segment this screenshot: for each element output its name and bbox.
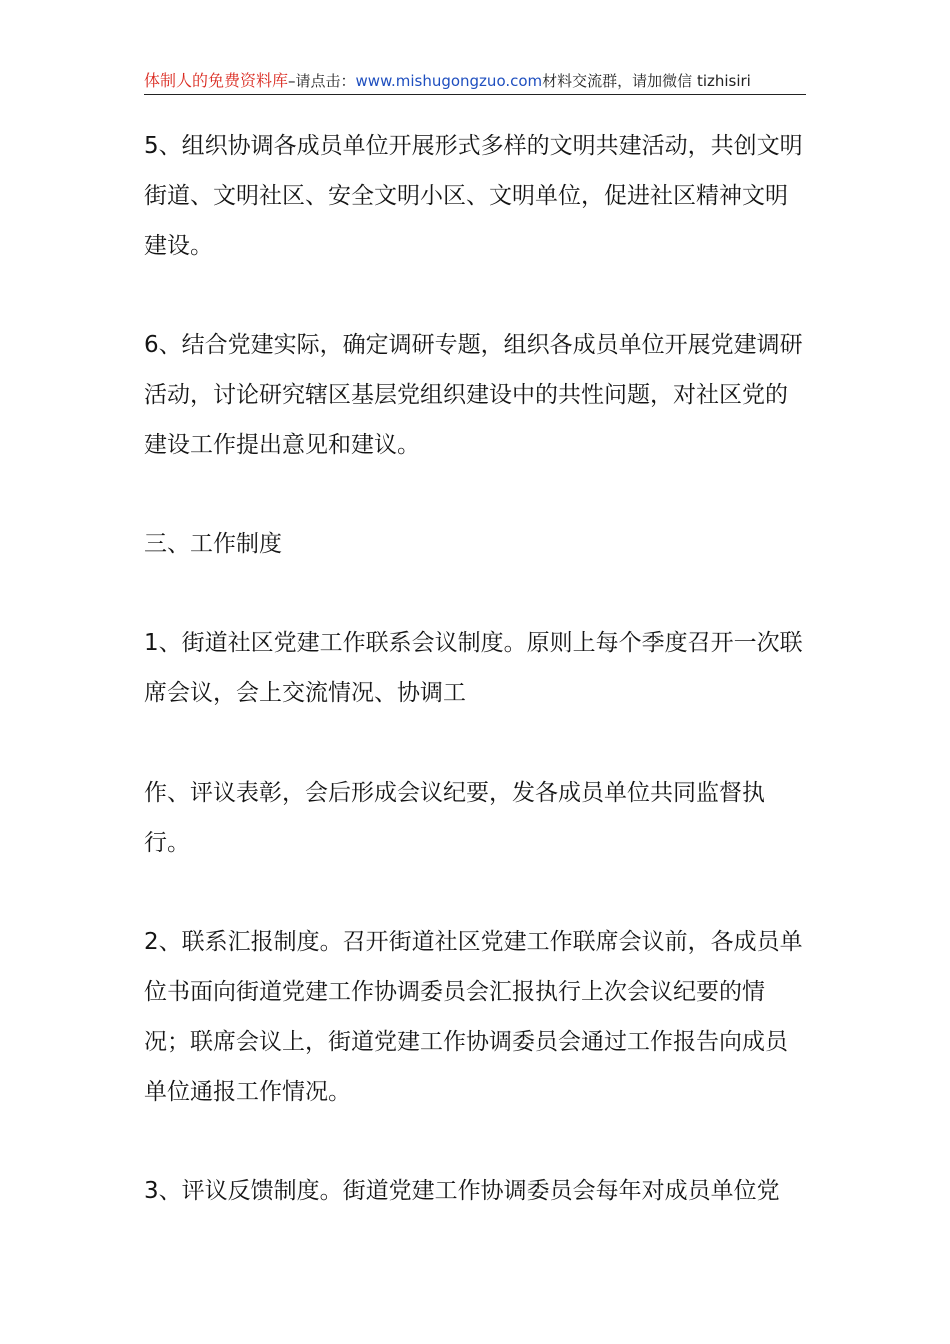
header-prompt: –请点击： — [288, 72, 356, 90]
header-url-link[interactable]: www.mishugongzuo.com — [355, 72, 543, 90]
header-contact: 材料交流群，请加微信 tizhisiri — [542, 72, 751, 90]
header-brand: 体制人的免费资料库 — [144, 71, 289, 90]
page-header — [144, 70, 806, 95]
paragraph-item-5: 5、组织协调各成员单位开展形式多样的文明共建活动，共创文明街道、文明社区、安全文明小区、文明单位，促进社区精神文明建设。 — [144, 133, 803, 259]
paragraph-rule-2: 2、联系汇报制度。召开街道社区党建工作联席会议前，各成员单位书面向街道党建工作协调委员会汇报执行上次会议纪要的情况；联席会议上，街道党建工作协调委员会通过工作报告向成员单位通报工作情况。 — [144, 929, 803, 1105]
section-heading-work-system: 三、工作制度 — [144, 531, 282, 557]
paragraph-rule-3: 3、评议反馈制度。街道党建工作协调委员会每年对成员单位党 — [144, 1178, 780, 1204]
paragraph-rule-1-part-2: 作、评议表彰，会后形成会议纪要，发各成员单位共同监督执行。 — [144, 780, 765, 856]
paragraph-item-6: 6、结合党建实际，确定调研专题，组织各成员单位开展党建调研活动，讨论研究辖区基层党组织建设中的共性问题，对社区党的建设工作提出意见和建议。 — [144, 332, 803, 458]
paragraph-rule-1-part-1: 1、街道社区党建工作联系会议制度。原则上每个季度召开一次联席会议，会上交流情况、协调工 — [144, 630, 803, 706]
